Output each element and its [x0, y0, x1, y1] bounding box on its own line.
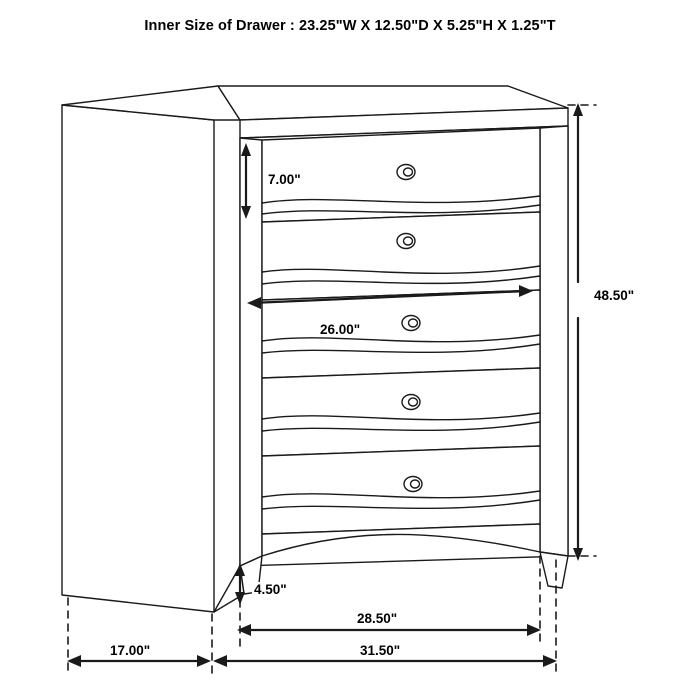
drawer-row-3[interactable]	[262, 290, 540, 378]
drawer-knob-icon[interactable]	[404, 477, 422, 492]
label-drawer-width: 26.00"	[320, 322, 361, 337]
label-leg-clearance: 4.50"	[254, 582, 287, 597]
label-drawer-height: 7.00"	[268, 172, 301, 187]
drawer-knob-icon[interactable]	[402, 316, 420, 331]
cabinet-side-panel	[62, 86, 240, 612]
label-total-height: 48.50"	[594, 288, 635, 303]
label-overall-width: 31.50"	[360, 643, 401, 658]
drawer-row-4[interactable]	[262, 368, 540, 456]
dimension-total-height	[573, 103, 583, 561]
drawer-knob-icon[interactable]	[397, 234, 415, 249]
drawer-knob-icon[interactable]	[402, 395, 420, 410]
drawer-knob-icon[interactable]	[397, 165, 415, 180]
drawer-row-5[interactable]	[262, 446, 540, 534]
label-overall-depth: 17.00"	[110, 643, 151, 658]
label-front-inner-width: 28.50"	[357, 611, 398, 626]
drawer-row-2[interactable]	[262, 212, 540, 300]
page-title: Inner Size of Drawer : 23.25"W X 12.50"D X 5.25"H X 1.25"T	[144, 18, 556, 34]
